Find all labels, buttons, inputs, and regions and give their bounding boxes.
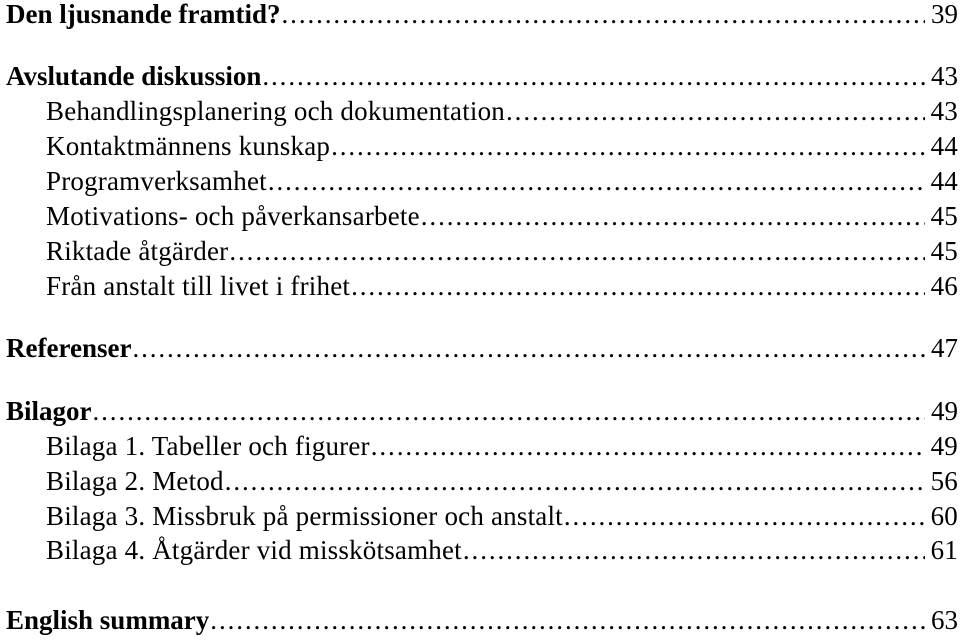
toc-entry-title: Från anstalt till livet i frihet: [46, 271, 351, 301]
toc-entry: [0, 0, 960, 30]
toc-entry: [0, 530, 960, 566]
toc-entry-title: English summary: [6, 605, 210, 635]
toc-entry-page: 44: [930, 131, 958, 161]
toc-entry-title: Den ljusnande framtid?: [6, 0, 281, 29]
toc-entry-title: Kontaktmännens kunskap: [46, 131, 331, 161]
dot-leader: [93, 395, 926, 427]
toc-entry: [0, 126, 960, 162]
toc-entry-page: 45: [930, 201, 958, 231]
toc-entry-title: Behandlingsplanering och dokumentation: [46, 96, 506, 126]
toc-entry-page: 63: [931, 605, 958, 635]
toc-entry-title: Programverksamhet: [46, 166, 267, 196]
toc-entry: [0, 266, 960, 302]
dot-leader: [229, 235, 925, 267]
toc-entry-title: Motivations- och påverkansarbete: [46, 201, 420, 231]
dot-leader: [331, 130, 925, 162]
toc-entry-title: Bilagor: [6, 396, 92, 426]
toc-entry-title: Bilaga 3. Missbruk på permissioner och anstalt: [46, 501, 563, 531]
toc-entry: [0, 600, 960, 636]
toc-entry-page: 43: [930, 96, 958, 126]
toc-entry: [0, 196, 960, 232]
dot-leader: [564, 500, 925, 532]
dot-leader: [371, 430, 925, 462]
toc-entry: [0, 391, 960, 427]
dot-leader: [282, 0, 925, 30]
dot-leader: [132, 332, 925, 364]
toc-entry-title: Avslutande diskussion: [6, 61, 262, 91]
toc-entry: [0, 56, 960, 92]
dot-leader: [351, 270, 925, 302]
toc-entry-page: 61: [930, 535, 958, 565]
toc-entry-title: Riktade åtgärder: [46, 236, 229, 266]
toc-entry: [0, 426, 960, 462]
toc-entry-page: 56: [930, 466, 958, 496]
toc-entry-page: 39: [931, 0, 958, 29]
toc-entry: [0, 91, 960, 127]
toc-entry-title: Bilaga 4. Åtgärder vid misskötsamhet: [46, 535, 462, 565]
toc-entry: [0, 496, 960, 532]
dot-leader: [210, 604, 925, 636]
toc-entry-title: Bilaga 1. Tabeller och figurer: [46, 431, 370, 461]
dot-leader: [262, 60, 925, 92]
toc-entry-page: 47: [931, 333, 958, 363]
toc-entry-title: Referenser: [6, 333, 132, 363]
dot-leader: [421, 200, 925, 232]
toc-entry-page: 44: [930, 166, 958, 196]
toc-entry-page: 49: [930, 431, 958, 461]
toc-entry-page: 49: [931, 396, 958, 426]
dot-leader: [268, 165, 925, 197]
dot-leader: [506, 95, 925, 127]
toc-entry-page: 60: [930, 501, 958, 531]
toc-entry: [0, 328, 960, 364]
dot-leader: [225, 465, 925, 497]
toc-entry: [0, 161, 960, 197]
toc-entry-page: 46: [930, 271, 958, 301]
dot-leader: [463, 534, 925, 566]
toc-entry-page: 45: [930, 236, 958, 266]
toc-entry: [0, 231, 960, 267]
toc-entry: [0, 461, 960, 497]
toc-entry-page: 43: [931, 61, 958, 91]
toc-entry-title: Bilaga 2. Metod: [46, 466, 224, 496]
